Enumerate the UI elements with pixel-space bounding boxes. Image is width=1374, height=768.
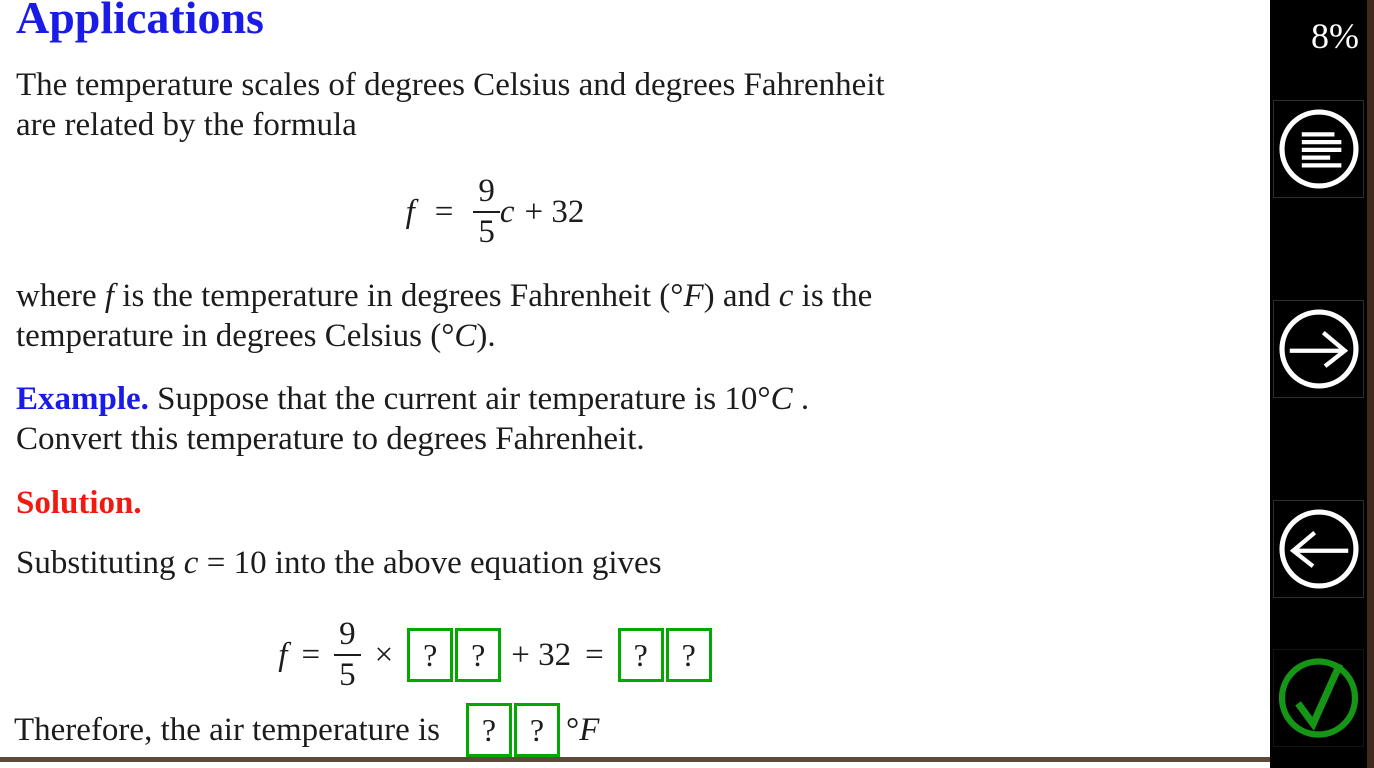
fraction-numerator: 9 [334,617,361,656]
bottom-divider [0,757,1270,762]
definition-line-2 [16,316,872,356]
answer-box-pair-final [466,703,560,757]
degree-symbol: ° [566,711,580,748]
example-paragraph [16,379,809,459]
var-f: f [104,278,115,314]
answer-box[interactable]: ? [514,703,560,757]
definition-line-1 [16,276,872,316]
text-segment: . [792,381,810,417]
var-c: c [778,278,794,314]
fraction-numerator: 9 [473,174,500,213]
text-segment: is the temperature in degrees Fahrenheit ( [114,278,671,314]
fraction-denominator: 5 [478,214,495,250]
formula-var-f: f [405,193,415,230]
plus-32: + 32 [511,636,572,673]
var-F: F [579,711,600,748]
answer-box[interactable]: ? [407,628,453,682]
text-segment: Suppose that the current air temperature is 10 [148,381,758,417]
text-segment: temperature in degrees Celsius ( [16,318,442,354]
check-answer-button[interactable] [1273,649,1364,747]
check-icon [1274,653,1363,743]
therefore-text: Therefore, the air temperature is [14,711,441,748]
answer-box[interactable]: ? [666,628,712,682]
answer-box[interactable]: ? [618,628,664,682]
example-line-1 [16,379,809,419]
degree-symbol: ° [441,318,455,354]
intro-line-1: The temperature scales of degrees Celsius and degrees Fahrenheit [16,67,885,103]
intro-paragraph [16,65,885,145]
page-title: Applications [16,0,264,43]
formula-tail: + 32 [524,193,585,230]
menu-button[interactable] [1273,100,1364,198]
intro-line-2: are related by the formula [16,107,357,143]
var-c: c [183,545,199,581]
definition-paragraph [16,276,872,356]
degree-symbol: ° [670,278,684,314]
window-edge-trim [1367,0,1374,768]
example-line-2: Convert this temperature to degrees Fahrenheit. [16,421,645,457]
fraction-nine-fifths [334,617,361,692]
arrow-left-icon [1276,506,1362,592]
var-F: F [683,278,704,314]
back-button[interactable] [1273,500,1364,598]
text-segment: Substituting [16,545,184,581]
formula-var-c: c [499,193,515,230]
work-var-f: f [278,636,288,673]
equals-sign: = [585,636,604,673]
example-label: Example. [16,381,149,417]
therefore-line [14,703,599,757]
var-C: C [454,318,477,354]
equals-sign: = [434,193,454,230]
arrow-right-icon [1276,306,1362,392]
answer-box[interactable]: ? [455,628,501,682]
progress-percent: 8% [1311,16,1359,56]
text-segment: ) and [703,278,779,314]
work-equation [0,610,990,700]
degree-symbol: ° [757,381,771,417]
next-button[interactable] [1273,300,1364,398]
text-segment: is the [793,278,873,314]
answer-box[interactable]: ? [466,703,512,757]
solution-label: Solution. [16,485,142,521]
navigation-sidebar [1270,0,1367,768]
answer-box-pair-result [618,628,712,682]
text-segment: = 10 into the above equation gives [198,545,662,581]
text-segment: ). [476,318,496,354]
fraction-denominator: 5 [339,657,356,693]
var-C: C [770,381,793,417]
substituting-line [16,543,662,583]
multiply-sign: × [374,636,394,673]
answer-box-pair-product [407,628,501,682]
text-segment: where [16,278,105,314]
equals-sign: = [301,636,321,673]
menu-lines-icon [1276,106,1362,192]
fraction-nine-fifths [473,174,500,249]
conversion-formula [0,170,990,254]
